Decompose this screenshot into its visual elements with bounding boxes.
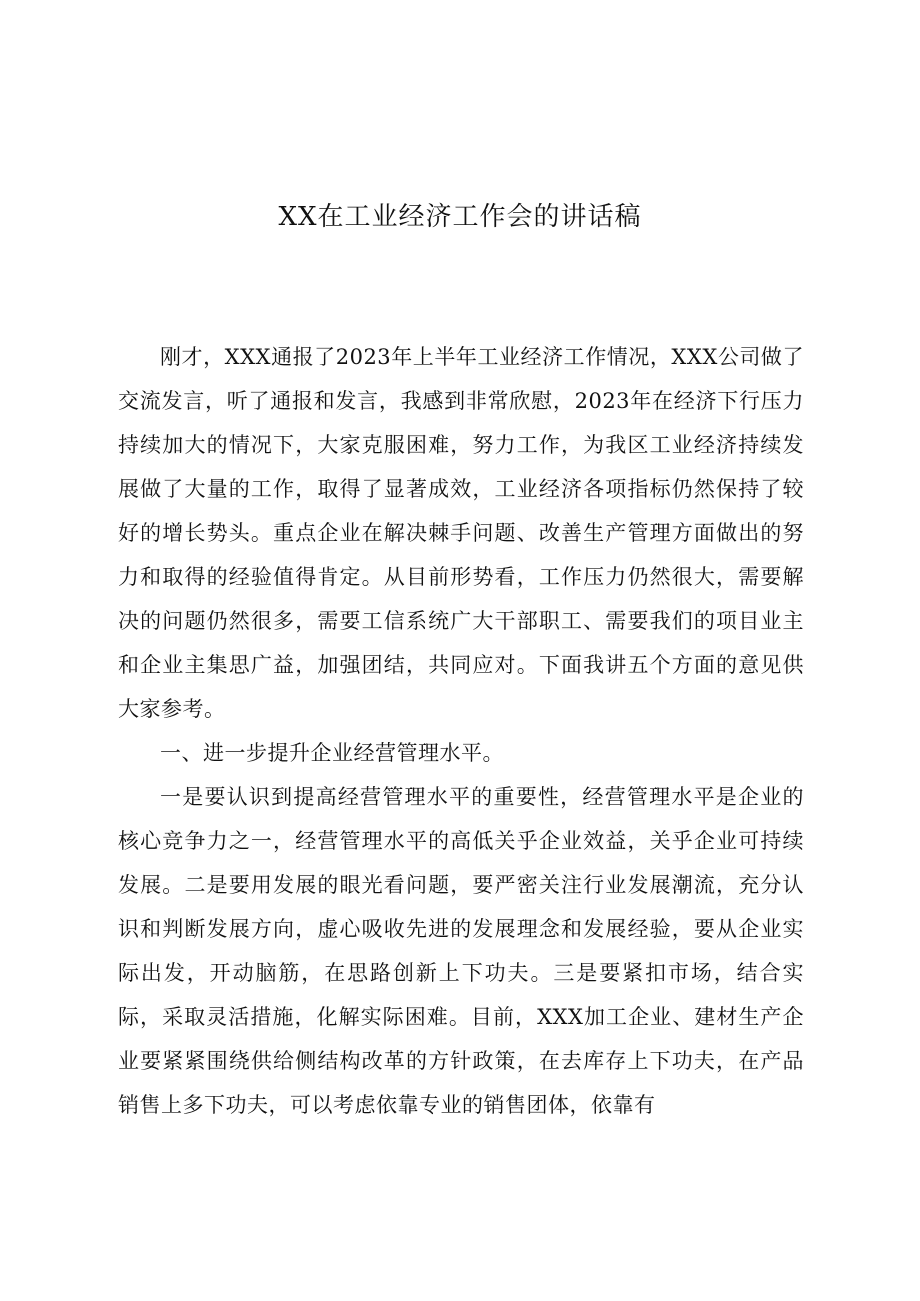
paragraph-section-1: 一是要认识到提高经营管理水平的重要性，经营管理水平是企业的核心竞争力之一，经营管理水平的高低关乎企业效益，关乎企业可持续发展。二是要用发展的眼光看问题，要严密关注行业发展潮流，充分认识和判断发展方向，虚心吸收先进的发展理念和发展经验，要从企业实际出发，开动脑筋，在思路创新上下功夫。三是要紧扣市场，结合实际，采取灵活措施，化解实际困难。目前，XXX加工企业、建材生产企业要紧紧围绕供给侧结构改革的方针政策，在去库存上下功夫，在产品销售上多下功夫，可以考虑依靠专业的销售团体，依靠有 (118, 785, 804, 1117)
paragraph-intro: 刚才，XXX通报了2023年上半年工业经济工作情况，XXX公司做了交流发言，听了通报和发言，我感到非常欣慰，2023年在经济下行压力持续加大的情况下，大家克服困难，努力工作，为我区工业经济持续发展做了大量的工作，取得了显著成效，工业经济各项指标仍然保持了较好的增长势头。重点企业在解决棘手问题、改善生产管理方面做出的努力和取得的经验值得肯定。从目前形势看，工作压力仍然很大，需要解决的问题仍然很多，需要工信系统广大干部职工、需要我们的项目业主和企业主集思广益，加强团结，共同应对。下面我讲五个方面的意见供大家参考。 (118, 345, 804, 721)
document-body (118, 335, 804, 1127)
document-title: XX在工业经济工作会的讲话稿 (278, 202, 642, 232)
section-heading-1: 一、进一步提升企业经营管理水平。 (160, 741, 504, 765)
